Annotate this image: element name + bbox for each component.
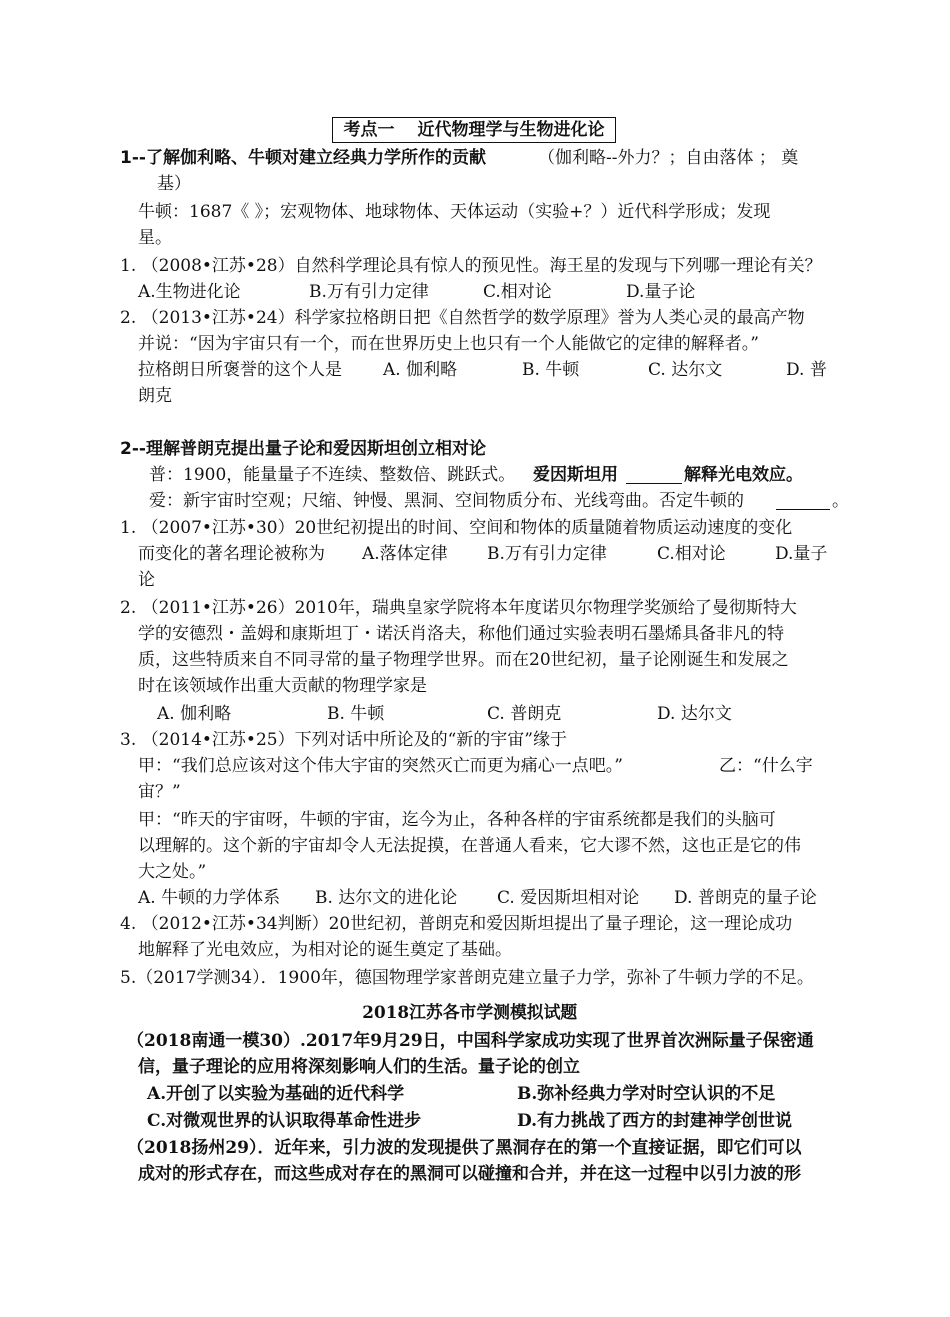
s1-q2-stem-2: 并说：“因为宇宙只有一个，而在世界历史上也只有一个人能做它的定律的解释者。” bbox=[138, 334, 759, 354]
s2-q3-opt-d: D. 普朗克的量子论 bbox=[674, 888, 817, 908]
s2-q5: 5.（2017学测34）．1900年，德国物理学家普朗克建立量子力学，弥补了牛顿力学的不足。 bbox=[120, 968, 814, 988]
s1-q2-opt-d: D. 普 bbox=[786, 360, 827, 380]
s3-q1-opt-b: B.弥补经典力学对时空认识的不足 bbox=[517, 1084, 776, 1104]
s3-q1-stem: （2018南通一模30）.2017年9月29日，中国科学家成功实现了世界首次洲际量子保密通 bbox=[127, 1031, 814, 1051]
s2-q3-dialog-2b: 以理解的。这个新的宇宙却令人无法捉摸，在普通人看来，它大谬不然，这也正是它的伟 bbox=[138, 836, 801, 856]
s2-q3-dialog-1b: 乙：“什么宇 bbox=[719, 756, 813, 776]
s2-q4-stem-2: 地解释了光电效应，为相对论的诞生奠定了基础。 bbox=[138, 940, 512, 960]
s2-q4-stem: 4. （2012•江苏•34判断）20世纪初，普朗克和爱因斯坦提出了量子理论，这一理论成功 bbox=[120, 914, 793, 934]
s1-q1-opt-a: A.生物进化论 bbox=[138, 282, 241, 302]
s1-q2-opt-d-cont: 朗克 bbox=[138, 386, 172, 406]
s2-q2-stem-4: 时在该领域作出重大贡献的物理学家是 bbox=[138, 676, 427, 696]
s2-einstein-line-2: 爱：新宇宙时空观；尺缩、钟慢、黑洞、空间物质分布、光线弯曲。否定牛顿的 bbox=[149, 491, 744, 511]
s1-q1-opt-d: D.量子论 bbox=[626, 282, 696, 302]
s3-heading: 2018江苏各市学测模拟试题 bbox=[362, 1003, 578, 1023]
s2-einstein-line-2-end: 。 bbox=[832, 491, 849, 511]
s2-q1-opt-d: D.量子 bbox=[775, 544, 828, 564]
s2-q2-opt-d: D. 达尔文 bbox=[657, 704, 732, 724]
s3-q2-stem-2: 成对的形式存在，而这些成对存在的黑洞可以碰撞和合并，并在这一过程中以引力波的形 bbox=[138, 1164, 801, 1184]
s2-q1-opt-c: C.相对论 bbox=[657, 544, 726, 564]
s2-q3-dialog-2: 甲：“昨天的宇宙呀，牛顿的宇宙，迄今为止，各种各样的宇宙系统都是我们的头脑可 bbox=[138, 810, 776, 830]
section-title: 考点一 近代物理学与生物进化论 bbox=[332, 117, 616, 143]
s1-q2-stem-3: 拉格朗日所褒誉的这个人是 bbox=[138, 360, 342, 380]
s2-q3-opt-c: C. 爱因斯坦相对论 bbox=[497, 888, 640, 908]
s1-heading: 1--了解伽利略、牛顿对建立经典力学所作的贡献 bbox=[120, 148, 486, 168]
s1-newton-line: 牛顿：1687《 》；宏观物体、地球物体、天体运动（实验+？）近代科学形成；发现 bbox=[138, 202, 771, 222]
s2-q1-stem: 1. （2007•江苏•30）20世纪初提出的时间、空间和物体的质量随着物质运动速度的变化 bbox=[120, 518, 793, 538]
s2-q3-dialog-2c: 大之处。” bbox=[138, 862, 207, 882]
s2-q2-opt-c: C. 普朗克 bbox=[487, 704, 562, 724]
s2-q2-stem-2: 学的安德烈・盖姆和康斯坦丁・诺沃肖洛夫，称他们通过实验表明石墨烯具备非凡的特 bbox=[138, 624, 784, 644]
s2-einstein-line-b: 解释光电效应。 bbox=[684, 465, 803, 485]
s3-q1-opt-c: C.对微观世界的认识取得革命性进步 bbox=[147, 1111, 422, 1131]
s2-q2-stem-3: 质，这些特质来自不同寻常的量子物理学世界。而在20世纪初，量子论刚诞生和发展之 bbox=[138, 650, 789, 670]
s1-heading-note-cont: 基） bbox=[157, 174, 191, 194]
s2-q1-opt-b: B.万有引力定律 bbox=[487, 544, 607, 564]
s1-q2-opt-c: C. 达尔文 bbox=[648, 360, 723, 380]
s2-einstein-line-a: 爱因斯坦用 bbox=[533, 465, 618, 485]
blank-underline bbox=[626, 465, 682, 484]
s1-q2-stem: 2. （2013•江苏•24）科学家拉格朗日把《自然哲学的数学原理》誉为人类心灵的最高产物 bbox=[120, 308, 805, 328]
s2-q3-dialog-1: 甲：“我们总应该对这个伟大宇宙的突然灭亡而更为痛心一点吧。” bbox=[138, 756, 623, 776]
s1-q1-opt-c: C.相对论 bbox=[483, 282, 552, 302]
s2-q3-dialog-1c: 宙？” bbox=[138, 782, 181, 802]
s1-q1-stem: 1. （2008•江苏•28）自然科学理论具有惊人的预见性。海王星的发现与下列哪一理论有关？ bbox=[120, 256, 822, 276]
s3-q1-opt-d: D.有力挑战了西方的封建神学创世说 bbox=[517, 1111, 793, 1131]
s2-q3-opt-b: B. 达尔文的进化论 bbox=[315, 888, 458, 908]
s2-q3-stem: 3. （2014•江苏•25）下列对话中所论及的“新的宇宙”缘于 bbox=[120, 730, 567, 750]
s2-heading: 2--理解普朗克提出量子论和爱因斯坦创立相对论 bbox=[120, 439, 486, 459]
s2-planck-line: 普：1900，能量量子不连续、整数倍、跳跃式。 bbox=[149, 465, 516, 485]
s2-q1-stem-2: 而变化的著名理论被称为 bbox=[138, 544, 325, 564]
s2-q2-stem: 2. （2011•江苏•26）2010年，瑞典皇家学院将本年度诺贝尔物理学奖颁给了曼彻斯特大 bbox=[120, 598, 797, 618]
s3-q1-opt-a: A.开创了以实验为基础的近代科学 bbox=[147, 1084, 405, 1104]
s2-q1-opt-a: A.落体定律 bbox=[362, 544, 448, 564]
s1-q2-opt-b: B. 牛顿 bbox=[522, 360, 580, 380]
s1-newton-line-cont: 星。 bbox=[138, 228, 172, 248]
s2-q1-opt-d-cont: 论 bbox=[138, 570, 155, 590]
s2-q3-opt-a: A. 牛顿的力学体系 bbox=[138, 888, 281, 908]
s3-q2-stem: （2018扬州29）．近年来，引力波的发现提供了黑洞存在的第一个直接证据，即它们可以 bbox=[127, 1138, 802, 1158]
s1-q2-opt-a: A. 伽利略 bbox=[383, 360, 458, 380]
s3-q1-stem-2: 信，量子理论的应用将深刻影响人们的生活。量子论的创立 bbox=[138, 1057, 580, 1077]
blank-underline bbox=[776, 491, 830, 510]
s2-q2-opt-a: A. 伽利略 bbox=[157, 704, 232, 724]
s1-heading-note: （伽利略--外力？；自由落体 ； 奠 bbox=[538, 148, 799, 168]
s1-q1-opt-b: B.万有引力定律 bbox=[309, 282, 429, 302]
s2-q2-opt-b: B. 牛顿 bbox=[327, 704, 385, 724]
